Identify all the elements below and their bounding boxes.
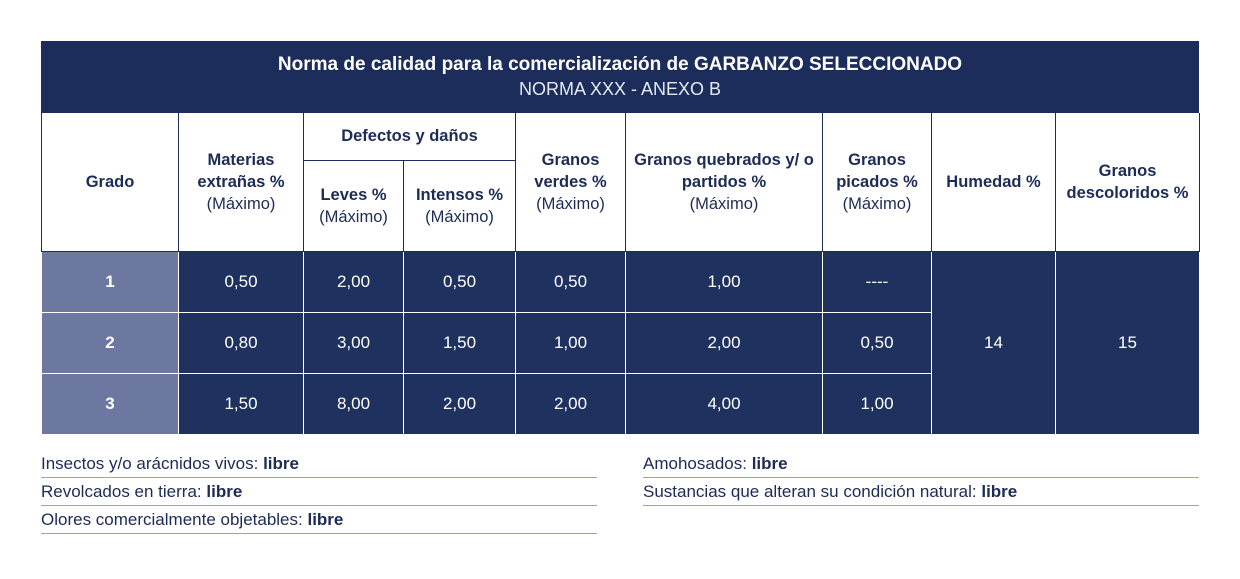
- note-item: [41, 450, 597, 478]
- header-descoloridos: [1056, 113, 1200, 251]
- header-quebrados-sub: (Máximo): [689, 194, 759, 213]
- header-leves-sub: (Máximo): [319, 207, 388, 226]
- leves-cell: 3,00: [304, 312, 404, 373]
- note-value: libre: [307, 510, 344, 529]
- header-grado: [42, 113, 179, 251]
- picados-cell: ----: [823, 251, 932, 312]
- verdes-cell: 2,00: [516, 373, 626, 434]
- note-item: [643, 450, 1199, 478]
- materias-cell: 0,50: [179, 251, 304, 312]
- header-descoloridos-label: Granos descoloridos %: [1066, 161, 1189, 202]
- header-defectos-label: Defectos y daños: [341, 127, 478, 146]
- grade-table: [41, 113, 1200, 435]
- materias-cell: 0,80: [179, 312, 304, 373]
- header-humedad-label: Humedad %: [946, 172, 1041, 191]
- grade-cell: 1: [42, 251, 179, 312]
- header-humedad: [932, 113, 1056, 251]
- picados-cell: 0,50: [823, 312, 932, 373]
- intensos-cell: 2,00: [404, 373, 516, 434]
- quality-standard-table: [41, 41, 1199, 435]
- quebrados-cell: 2,00: [626, 312, 823, 373]
- note-label: Revolcados en tierra:: [41, 482, 202, 501]
- note-value: libre: [263, 454, 299, 473]
- note-label: Insectos y/o arácnidos vivos:: [41, 454, 259, 473]
- header-intensos-sub: (Máximo): [425, 207, 494, 226]
- header-materias-sub: (Máximo): [206, 194, 276, 213]
- header-leves-label: Leves %: [320, 185, 387, 204]
- header-picados-sub: (Máximo): [842, 194, 912, 213]
- header-quebrados: [626, 113, 823, 251]
- leves-cell: 8,00: [304, 373, 404, 434]
- header-verdes: [516, 113, 626, 251]
- intensos-cell: 0,50: [404, 251, 516, 312]
- grade-cell: 3: [42, 373, 179, 434]
- header-picados: [823, 113, 932, 251]
- header-verdes-label: Granos verdes %: [534, 150, 607, 191]
- header-intensos-label: Intensos %: [415, 185, 504, 204]
- note-item: [41, 506, 597, 534]
- materias-cell: 1,50: [179, 373, 304, 434]
- header-materias: [179, 113, 304, 251]
- header-quebrados-label: Granos quebrados y/ o partidos %: [634, 150, 814, 191]
- quebrados-cell: 4,00: [626, 373, 823, 434]
- notes-right: [643, 450, 1199, 506]
- note-value: libre: [981, 482, 1018, 501]
- note-label: Sustancias que alteran su condición natural:: [643, 482, 977, 501]
- note-value: libre: [751, 454, 788, 473]
- humedad-cell: 14: [932, 251, 1056, 434]
- note-value: libre: [206, 482, 243, 501]
- verdes-cell: 0,50: [516, 251, 626, 312]
- descoloridos-cell: 15: [1056, 251, 1200, 434]
- notes-left: [41, 450, 597, 534]
- table-title: Norma de calidad para la comercialización de GARBANZO SELECCIONADO: [277, 54, 963, 75]
- header-intensos: [404, 160, 516, 251]
- intensos-cell: 1,50: [404, 312, 516, 373]
- header-materias-label: Materias extrañas %: [197, 150, 285, 191]
- note-label: Amohosados:: [643, 454, 747, 473]
- header-grado-label: Grado: [85, 172, 135, 191]
- quebrados-cell: 1,00: [626, 251, 823, 312]
- table-subtitle: NORMA XXX - ANEXO B: [518, 79, 722, 99]
- leves-cell: 2,00: [304, 251, 404, 312]
- picados-cell: 1,00: [823, 373, 932, 434]
- verdes-cell: 1,00: [516, 312, 626, 373]
- header-picados-label: Granos picados %: [836, 150, 918, 191]
- note-label: Olores comercialmente objetables:: [41, 510, 303, 529]
- grade-cell: 2: [42, 312, 179, 373]
- header-defectos: [304, 113, 516, 160]
- table-title-bar: [41, 41, 1199, 113]
- note-item: [643, 478, 1199, 506]
- header-verdes-sub: (Máximo): [536, 194, 605, 213]
- note-item: [41, 478, 597, 506]
- header-leves: [304, 160, 404, 251]
- table-row: [42, 251, 1200, 312]
